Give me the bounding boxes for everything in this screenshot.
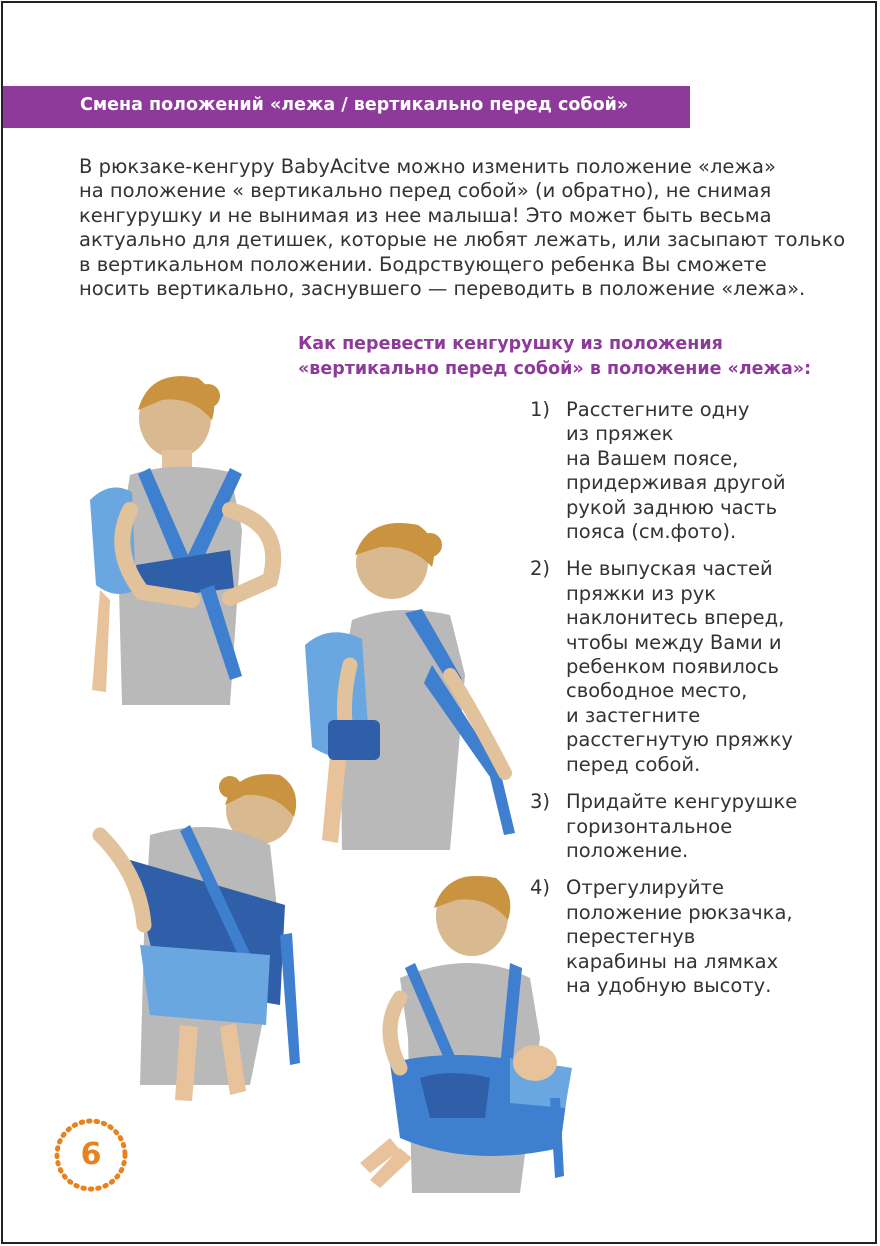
step-line: Придайте кенгурушке bbox=[566, 790, 798, 814]
intro-paragraph bbox=[79, 155, 846, 301]
photo-step-1 bbox=[80, 360, 300, 705]
instructions-heading bbox=[298, 332, 811, 382]
step-line: карабины на лямках bbox=[566, 949, 779, 973]
step-item bbox=[530, 398, 840, 544]
step-line: горизонтальное bbox=[566, 814, 733, 838]
intro-line: носить вертикально, заснувшего — переводить в положение «лежа». bbox=[79, 277, 806, 301]
photo-step-2 bbox=[300, 515, 525, 850]
heading-line: «вертикально перед собой» в положение «лежа»: bbox=[298, 359, 812, 379]
step-line: Не выпуская частей bbox=[566, 557, 773, 581]
step-line: на удобную высоту. bbox=[566, 973, 772, 997]
intro-line: В рюкзаке-кенгуру BabyAcitve можно изменить положение «лежа» bbox=[79, 155, 776, 178]
step-number: 1) bbox=[530, 398, 551, 421]
intro-line: актуально для детишек, которые не любят лежать, или засыпают только bbox=[79, 228, 846, 252]
step-line: перестегнув bbox=[566, 925, 696, 949]
photo-step-3 bbox=[80, 765, 305, 1105]
step-number: 4) bbox=[530, 876, 551, 900]
step-item bbox=[530, 790, 840, 863]
step-line: свободное место, bbox=[566, 679, 748, 703]
step-line: Отрегулируйте bbox=[566, 876, 724, 900]
step-text bbox=[566, 398, 786, 544]
intro-line: на положение « вертикально перед собой» (и обратно), не снимая bbox=[79, 179, 772, 203]
heading-line: Как перевести кенгурушку из положения bbox=[298, 334, 723, 354]
step-line: на Вашем поясе, bbox=[566, 446, 739, 470]
step-line: пояса (см.фото). bbox=[566, 520, 737, 544]
step-item bbox=[530, 876, 840, 998]
step-line: рукой заднюю часть bbox=[566, 495, 778, 519]
photo-step-4 bbox=[360, 868, 575, 1193]
step-item bbox=[530, 557, 840, 777]
step-line: и застегните bbox=[566, 703, 701, 727]
step-line: пряжки из рук bbox=[566, 581, 717, 605]
step-line: Расстегните одну bbox=[566, 398, 750, 421]
step-number: 3) bbox=[530, 790, 551, 814]
step-line: расстегнутую пряжку bbox=[566, 728, 793, 752]
intro-line: в вертикальном положении. Бодрствующего ребенка Вы сможете bbox=[79, 252, 767, 276]
step-line: придерживая другой bbox=[566, 471, 786, 495]
step-line: из пряжек bbox=[566, 422, 674, 446]
step-line: положение. bbox=[566, 838, 689, 862]
step-text bbox=[566, 557, 793, 777]
step-line: положение рюкзачка, bbox=[566, 900, 793, 924]
intro-line: кенгурушку и не вынимая из нее малыша! Это может быть весьма bbox=[79, 203, 772, 227]
step-text bbox=[566, 790, 797, 863]
steps-list bbox=[530, 398, 840, 1011]
step-line: чтобы между Вами и bbox=[566, 630, 782, 654]
page-title: Смена положений «лежа / вертикально перед собой» bbox=[80, 95, 629, 115]
step-line: перед собой. bbox=[566, 752, 701, 776]
page-number: 6 bbox=[80, 1137, 102, 1172]
step-line: наклонитесь вперед, bbox=[566, 606, 785, 630]
step-text bbox=[566, 876, 793, 998]
step-line: ребенком появилось bbox=[566, 655, 779, 679]
step-number: 2) bbox=[530, 557, 551, 581]
